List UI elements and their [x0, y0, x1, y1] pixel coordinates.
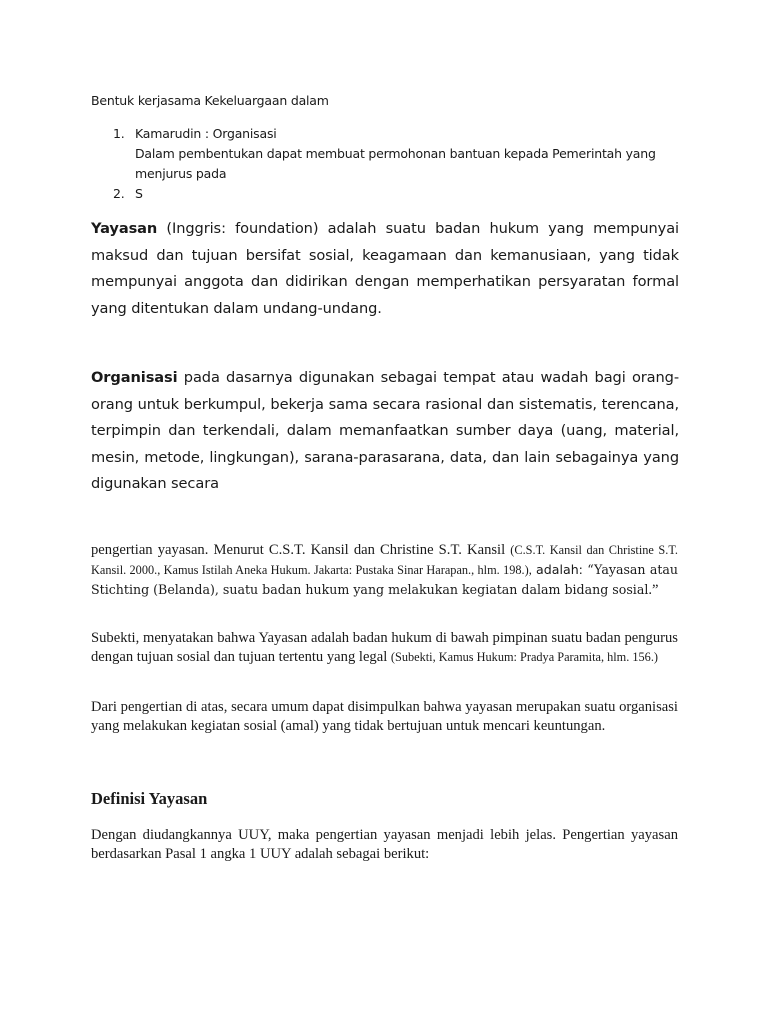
term-yayasan: Yayasan	[91, 220, 158, 237]
paragraph-text: pengertian yayasan. Menurut C.S.T. Kansil dan Christine S.T. Kansil	[91, 542, 511, 558]
quote-end: .”	[648, 582, 659, 598]
paragraph-text: (Inggris: foundation) adalah suatu badan hukum yang mempunyai maksud dan tujuan bersifat sosial, keagamaan dan kemanusiaan, yang tidak mempunyai anggota dan didirikan dengan memperhatikan persyaratan formal yang ditentukan dalam undang-undang.	[91, 220, 679, 317]
paragraph-subekti	[91, 629, 678, 667]
list-item	[91, 124, 691, 184]
list-item-title: S	[135, 186, 143, 201]
term-organisasi: Organisasi	[91, 369, 178, 386]
paragraph-text: Subekti, menyatakan bahwa Yayasan adalah badan hukum di bawah pimpinan suatu badan pengurus dengan tujuan sosial dan tujuan tertentu yang legal	[91, 630, 678, 665]
paragraph-conclusion: Dari pengertian di atas, secara umum dapat disimpulkan bahwa yayasan merupakan suatu organisasi yang melakukan kegiatan sosial (amal) yang tidak bertujuan untuk mencari keuntungan.	[91, 699, 678, 734]
section-heading: Definisi Yayasan	[91, 789, 208, 808]
quote-text: “Yayasan atau Stichting (Belanda), suatu badan hukum yang melakukan kegiatan dalam bidang sosial	[91, 562, 679, 597]
list-number: 1.	[113, 126, 125, 141]
paragraph-text: pada dasarnya digunakan sebagai tempat atau wadah bagi orang-orang untuk berkumpul, bekerja sama secara rasional dan sistematis, terencana, terpimpin dan terkendali, dalam memanfaatkan sumber daya (uang, material, mesin, metode, lingkungan), sarana-parasarana, data, dan lain sebagainya yang digunakan secara	[91, 369, 679, 492]
paragraph-yayasan	[91, 216, 679, 322]
paragraph-uuy: Dengan diudangkannya UUY, maka pengertian yayasan menjadi lebih jelas. Pengertian yayasan berdasarkan Pasal 1 angka 1 UUY adalah sebagai berikut:	[91, 827, 678, 862]
list-item	[91, 184, 691, 204]
list-number: 2.	[113, 186, 125, 201]
citation: (Subekti, Kamus Hukum: Pradya Paramita, hlm. 156.)	[390, 650, 658, 664]
list-item-title: Kamarudin : Organisasi	[135, 126, 277, 141]
citation: (C.S.T. Kansil dan Christine S.T. Kansil. 2000., Kamus Istilah Aneka Hukum. Jakarta: Pustaka Sinar Harapan., hlm. 198.),	[91, 543, 678, 577]
list-item-description: Dalam pembentukan dapat membuat permohonan bantuan kepada Pemerintah yang menjurus pada	[135, 146, 656, 181]
paragraph-kansil	[91, 541, 678, 600]
numbered-list	[91, 124, 691, 204]
intro-heading: Bentuk kerjasama Kekeluargaan dalam	[91, 93, 329, 108]
paragraph-organisasi	[91, 365, 679, 498]
paragraph-text: adalah:	[531, 562, 583, 577]
